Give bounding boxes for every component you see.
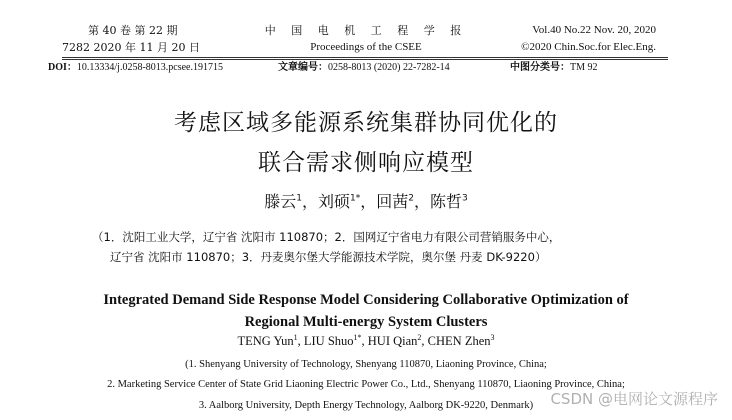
- author-affiliation-mark-en: 1*: [353, 332, 362, 342]
- author-list-cn: [0, 189, 732, 212]
- affiliation-en-line1: (1. Shenyang University of Technology, Shenyang 110870, Liaoning Province, China;: [185, 359, 547, 370]
- affiliation-cn-line1: （1．沈阳工业大学，辽宁省 沈阳市 110870；2．国网辽宁省电力有限公司营销服务中心，: [92, 230, 561, 244]
- page-date: 7282 2020 年 11 月 20 日: [62, 41, 200, 54]
- author-separator-en: ,: [297, 334, 304, 348]
- author-affiliation-mark: 2: [408, 193, 414, 204]
- classification-label: 中图分类号：: [510, 62, 570, 73]
- header-divider-top: [62, 57, 668, 58]
- csdn-watermark: CSDN @电网论文源程序: [550, 390, 718, 408]
- author-name: 滕云: [264, 192, 297, 211]
- volume-issue-en: Vol.40 No.22 Nov. 20, 2020: [532, 24, 656, 36]
- author-separator: ，: [360, 192, 377, 211]
- author-affiliation-mark-en: 1: [293, 332, 298, 342]
- journal-name-en: Proceedings of the CSEE: [310, 41, 422, 53]
- author-separator: ，: [301, 192, 318, 211]
- classification-value: TM 92: [570, 62, 598, 73]
- header-divider-bottom: [62, 59, 668, 60]
- journal-issue-info-en: [521, 22, 656, 56]
- author-name-en: TENG Yun: [237, 334, 294, 348]
- paper-title-en-line1: Integrated Demand Side Response Model Considering Collaborative Optimization of: [103, 292, 629, 308]
- author-name-en: HUI Qian: [367, 334, 418, 348]
- doi-value[interactable]: 10.13334/j.0258-8013.pcsee.191715: [76, 62, 223, 73]
- article-number-value: 0258-8013 (2020) 22-7282-14: [328, 62, 450, 73]
- article-number-label: 文章编号：: [278, 62, 328, 73]
- author-name-en: CHEN Zhen: [427, 334, 491, 348]
- author-affiliation-mark-en: 2: [417, 332, 422, 342]
- affiliation-en-line3: 3. Aalborg University, Depth Energy Technology, Aalborg DK-9220, Denmark): [198, 400, 534, 411]
- author-separator-en: ,: [421, 334, 428, 348]
- journal-name-cn: 中 国 电 机 工 程 学 报: [264, 24, 468, 37]
- paper-title-cn-line1: 考虑区域多能源系统集群协同优化的: [174, 110, 558, 136]
- author-separator: ，: [414, 192, 431, 211]
- author-name: 陈哲: [430, 192, 463, 211]
- volume-issue: 第 40 卷 第 22 期: [88, 24, 178, 37]
- paper-title-cn-line2: 联合需求侧响应模型: [258, 150, 474, 176]
- doi: [48, 61, 223, 75]
- affiliation-en-line2: 2. Marketing Service Center of State Grid Liaoning Electric Power Co., Ltd., Shenyang 110870, Liaoning Province, China;: [107, 379, 625, 390]
- copyright: ©2020 Chin.Soc.for Elec.Eng.: [521, 41, 656, 53]
- article-number: [278, 61, 450, 75]
- doi-label: DOI：: [48, 62, 77, 73]
- author-name: 刘硕: [317, 192, 350, 211]
- paper-title-en-line2: Regional Multi-energy System Clusters: [244, 314, 488, 330]
- affiliation-cn-line2: 辽宁省 沈阳市 110870；3．丹麦奥尔堡大学能源技术学院，奥尔堡 丹麦 DK-9220）: [110, 250, 547, 264]
- author-affiliation-mark: 1: [296, 193, 302, 204]
- author-affiliation-mark: 3: [462, 193, 468, 204]
- author-list-en: [0, 334, 732, 349]
- author-name: 回茜: [376, 192, 409, 211]
- classification-number: [510, 61, 598, 75]
- author-name-en: LIU Shuo: [303, 334, 354, 348]
- author-affiliation-mark-en: 3: [490, 332, 495, 342]
- journal-issue-info: [62, 22, 200, 56]
- author-separator-en: ,: [361, 334, 368, 348]
- journal-name: [250, 22, 482, 56]
- author-affiliation-mark: 1*: [350, 193, 361, 204]
